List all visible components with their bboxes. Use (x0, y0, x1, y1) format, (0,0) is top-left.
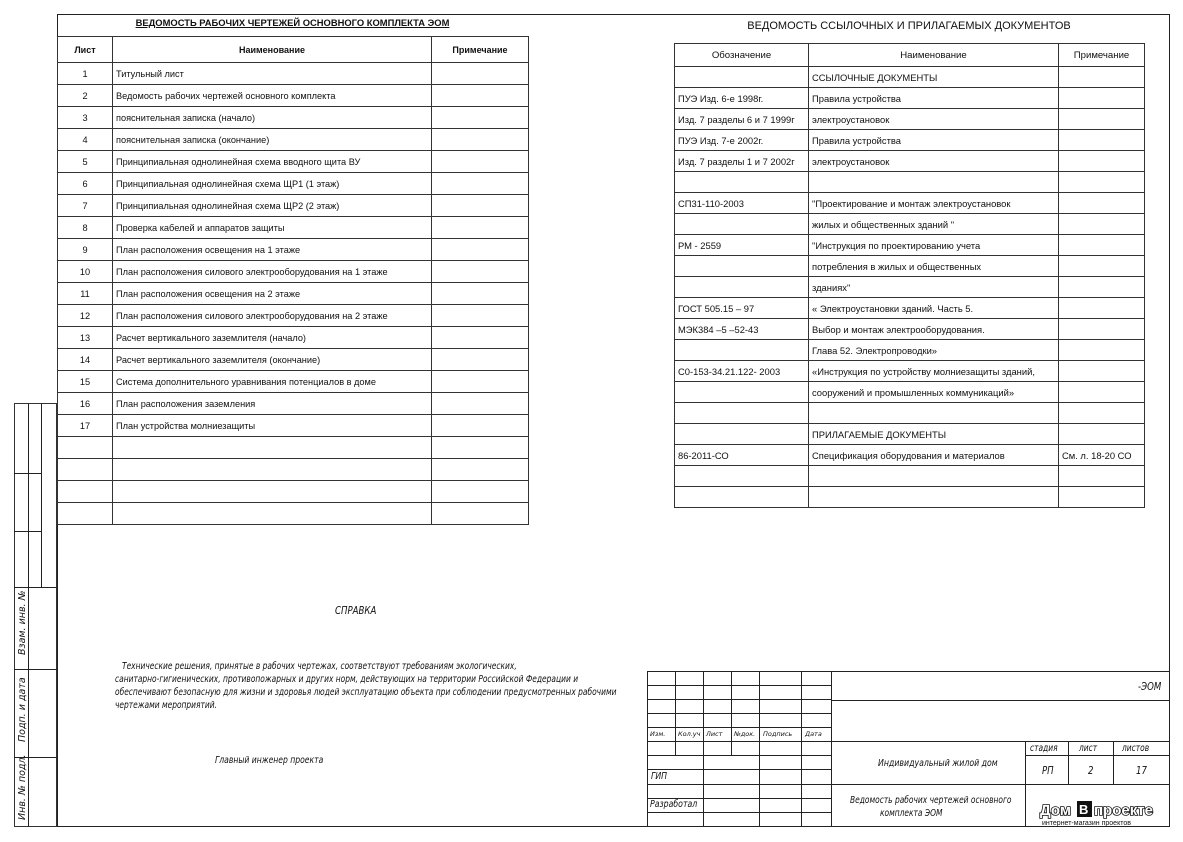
cell-col3 (1059, 424, 1145, 445)
stamp-line (1025, 741, 1026, 827)
sheets-value: 17 (1136, 764, 1147, 777)
cell-col1: 5 (58, 151, 113, 173)
col-label-ndoc: №док. (734, 730, 756, 738)
cell-col3 (1059, 130, 1145, 151)
cell-col2 (113, 459, 432, 481)
cell-col3 (432, 393, 529, 415)
cell-col1: 16 (58, 393, 113, 415)
cell-col3 (1059, 235, 1145, 256)
table-row (58, 415, 529, 437)
cell-col1: Изд. 7 разделы 1 и 7 2002г (675, 151, 809, 172)
stamp-line (647, 812, 831, 813)
table-row (675, 298, 1145, 319)
cell-col3 (432, 327, 529, 349)
cell-col3 (432, 261, 529, 283)
cell-col1: 11 (58, 283, 113, 305)
sheet-title-line-1: Ведомость рабочих чертежей основного (850, 795, 1012, 806)
col-label-izm: Изм. (650, 730, 666, 738)
cell-col3 (1059, 403, 1145, 424)
table-row (675, 130, 1145, 151)
cell-col1: 10 (58, 261, 113, 283)
cell-col1: 8 (58, 217, 113, 239)
cell-col2: Правила устройства (809, 130, 1059, 151)
cell-col3 (1059, 256, 1145, 277)
cell-col2 (809, 403, 1059, 424)
table-row (58, 85, 529, 107)
signature-label: Главный инженер проекта (215, 755, 324, 766)
table-row (675, 424, 1145, 445)
col-label-date: Дата (805, 730, 822, 738)
cell-col2: План расположения силового электрооборудования на 2 этаже (113, 305, 432, 327)
reference-docs-body (675, 67, 1145, 508)
table-row (58, 239, 529, 261)
cell-col1: 6 (58, 173, 113, 195)
cell-col2: План расположения заземления (113, 393, 432, 415)
col-label-kol: Кол.уч (678, 730, 701, 738)
cell-col1: 17 (58, 415, 113, 437)
cell-col1: 14 (58, 349, 113, 371)
cell-col3 (432, 415, 529, 437)
note-title: СПРАВКА (335, 604, 377, 617)
svg-text:интернет-магазин проектов: интернет-магазин проектов (1042, 820, 1131, 827)
sheets-label: листов (1122, 743, 1150, 754)
cell-col3 (432, 239, 529, 261)
stamp-line (1113, 741, 1114, 784)
table-row (58, 107, 529, 129)
strip-divider (28, 403, 29, 827)
table-row (675, 445, 1145, 466)
strip-divider (14, 531, 42, 532)
strip-divider (14, 473, 42, 474)
table-row (58, 481, 529, 503)
note-line-1: Технические решения, принятые в рабочих чертежах, соответствуют требованиям экологических, (122, 661, 517, 672)
table-row (58, 63, 529, 85)
cell-col1: 13 (58, 327, 113, 349)
cell-col2 (809, 172, 1059, 193)
gip-label: ГИП (651, 771, 668, 782)
cell-col3 (432, 151, 529, 173)
svg-text:Дом: Дом (1040, 802, 1071, 819)
right-sheet-title: ВЕДОМОСТЬ ССЫЛОЧНЫХ И ПРИЛАГАЕМЫХ ДОКУМЕНТОВ (747, 20, 1071, 32)
stamp-line (647, 755, 831, 756)
cell-col3 (432, 371, 529, 393)
cell-col2: сооружений и промышленных коммуникаций» (809, 382, 1059, 403)
table-row (58, 349, 529, 371)
col-label-list: Лист (706, 730, 723, 738)
drawings-list-table (57, 36, 529, 525)
strip-divider (14, 669, 57, 670)
cell-col3 (432, 459, 529, 481)
cell-col3 (1059, 319, 1145, 340)
cell-col3 (1059, 109, 1145, 130)
object-name: Индивидуальный жилой дом (878, 758, 998, 769)
table-row (58, 459, 529, 481)
svg-text:проекте: проекте (1094, 802, 1153, 819)
table-row (675, 109, 1145, 130)
strip-divider (41, 403, 42, 587)
stamp-line (759, 671, 760, 827)
cell-col1: 12 (58, 305, 113, 327)
cell-col2 (113, 481, 432, 503)
table-row (675, 151, 1145, 172)
cell-col3 (432, 129, 529, 151)
table-row (58, 503, 529, 525)
note-line-3: обеспечивают безопасную для жизни и здоровья людей эксплуатацию объекта при соблюдении предусмотренных рабочими (115, 687, 617, 698)
stamp-line (703, 671, 704, 827)
table-row (58, 305, 529, 327)
note-line-4: чертежами мероприятий. (115, 700, 218, 711)
cell-col1 (675, 424, 809, 445)
cell-col2: электроустановок (809, 109, 1059, 130)
table-row (58, 173, 529, 195)
cell-col2: пояснительная записка (начало) (113, 107, 432, 129)
cell-col1: 15 (58, 371, 113, 393)
strip-divider (14, 587, 57, 588)
stage-label: стадия (1030, 743, 1058, 754)
cell-col2: "Инструкция по проектированию учета (809, 235, 1059, 256)
table-row (58, 437, 529, 459)
table-row (675, 382, 1145, 403)
doc-code: -ЭОМ (1138, 680, 1162, 693)
cell-col2: пояснительная записка (окончание) (113, 129, 432, 151)
cell-col1 (675, 382, 809, 403)
stamp-line (1068, 741, 1069, 784)
drawings-list-body (58, 63, 529, 525)
cell-col1: 3 (58, 107, 113, 129)
cell-col3: См. л. 18-20 СО (1059, 445, 1145, 466)
cell-col1: ПУЭ Изд. 6-е 1998г. (675, 88, 809, 109)
cell-col2: ПРИЛАГАЕМЫЕ ДОКУМЕНТЫ (809, 424, 1059, 445)
stamp-line (801, 671, 802, 827)
cell-col1: СП31-110-2003 (675, 193, 809, 214)
cell-col2: Титульный лист (113, 63, 432, 85)
cell-col3 (432, 283, 529, 305)
cell-col1: МЭК384 –5 –52-43 (675, 319, 809, 340)
table-row (675, 277, 1145, 298)
sheet-label: лист (1079, 743, 1098, 754)
cell-col3 (1059, 172, 1145, 193)
table-header-row (58, 37, 529, 63)
header-designation: Обозначение (675, 44, 809, 67)
cell-col1 (58, 437, 113, 459)
cell-col3 (432, 85, 529, 107)
cell-col1: 9 (58, 239, 113, 261)
cell-col2: План устройства молниезащиты (113, 415, 432, 437)
table-row (58, 217, 529, 239)
header-name: Наименование (113, 37, 432, 63)
table-row (675, 235, 1145, 256)
cell-col1: РМ - 2559 (675, 235, 809, 256)
cell-col2 (809, 466, 1059, 487)
cell-col1 (675, 487, 809, 508)
developer-label: Разработал (650, 799, 698, 810)
table-row (58, 151, 529, 173)
table-row (675, 466, 1145, 487)
cell-col3 (1059, 67, 1145, 88)
cell-col3 (1059, 214, 1145, 235)
cell-col1 (675, 214, 809, 235)
header-note: Примечание (1059, 44, 1145, 67)
table-row (675, 361, 1145, 382)
cell-col3 (432, 349, 529, 371)
cell-col1: ГОСТ 505.15 – 97 (675, 298, 809, 319)
sheet-value: 2 (1088, 764, 1094, 777)
cell-col2 (113, 437, 432, 459)
table-row (675, 256, 1145, 277)
cell-col1 (58, 503, 113, 525)
stamp-line (1025, 755, 1170, 756)
note-line-2: санитарно-гигиенических, противопожарных и других норм, действующих на территории Российской Федерации и (115, 674, 579, 685)
cell-col1 (675, 256, 809, 277)
stamp-line (675, 671, 676, 755)
table-row (675, 172, 1145, 193)
header-note: Примечание (432, 37, 529, 63)
table-row (58, 261, 529, 283)
cell-col2: зданиях" (809, 277, 1059, 298)
left-sheet-title: ВЕДОМОСТЬ РАБОЧИХ ЧЕРТЕЖЕЙ ОСНОВНОГО КОМПЛЕКТА ЭОМ (135, 17, 450, 28)
cell-col2: Спецификация оборудования и материалов (809, 445, 1059, 466)
table-row (58, 195, 529, 217)
cell-col2: электроустановок (809, 151, 1059, 172)
cell-col3 (432, 503, 529, 525)
cell-col3 (432, 195, 529, 217)
table-row (675, 319, 1145, 340)
cell-col1: Изд. 7 разделы 6 и 7 1999г (675, 109, 809, 130)
cell-col2: Принципиальная однолинейная схема ЩР2 (2 этаж) (113, 195, 432, 217)
cell-col3 (1059, 298, 1145, 319)
stage-value: РП (1042, 764, 1054, 777)
cell-col2: жилых и общественных зданий " (809, 214, 1059, 235)
cell-col1: 86-2011-СО (675, 445, 809, 466)
stamp-line (647, 769, 831, 770)
stamp-line (647, 671, 648, 827)
table-row (58, 393, 529, 415)
cell-col3 (1059, 277, 1145, 298)
table-row (675, 403, 1145, 424)
cell-col1: ПУЭ Изд. 7-е 2002г. (675, 130, 809, 151)
table-row (58, 327, 529, 349)
cell-col1: 2 (58, 85, 113, 107)
cell-col3 (432, 437, 529, 459)
sheet-title-line-2: комплекта ЭОМ (880, 808, 943, 819)
cell-col2: Принципиальная однолинейная схема вводного щита ВУ (113, 151, 432, 173)
header-name: Наименование (809, 44, 1059, 67)
cell-col3 (1059, 193, 1145, 214)
cell-col3 (432, 305, 529, 327)
stamp-line (831, 671, 832, 827)
cell-col2: Расчет вертикального заземлителя (окончание) (113, 349, 432, 371)
cell-col1: 7 (58, 195, 113, 217)
table-row (58, 129, 529, 151)
cell-col3 (1059, 88, 1145, 109)
cell-col2: План расположения освещения на 1 этаже (113, 239, 432, 261)
cell-col2: Выбор и монтаж электрооборудования. (809, 319, 1059, 340)
cell-col2: потребления в жилых и общественных (809, 256, 1059, 277)
cell-col3 (1059, 151, 1145, 172)
cell-col2: Проверка кабелей и аппаратов защиты (113, 217, 432, 239)
cell-col2: ССЫЛОЧНЫЕ ДОКУМЕНТЫ (809, 67, 1059, 88)
cell-col3 (1059, 487, 1145, 508)
cell-col2: Система дополнительного уравнивания потенциалов в доме (113, 371, 432, 393)
cell-col3 (1059, 361, 1145, 382)
cell-col1 (675, 403, 809, 424)
cell-col3 (1059, 382, 1145, 403)
cell-col1: С0-153-34.21.122- 2003 (675, 361, 809, 382)
company-logo (1032, 799, 1162, 827)
cell-col2: План расположения освещения на 2 этаже (113, 283, 432, 305)
cell-col2: Правила устройства (809, 88, 1059, 109)
cell-col1: 1 (58, 63, 113, 85)
table-row (675, 214, 1145, 235)
cell-col2: План расположения силового электрооборудования на 1 этаже (113, 261, 432, 283)
stamp-line (831, 700, 1170, 701)
cell-col3 (1059, 340, 1145, 361)
cell-col3 (432, 481, 529, 503)
table-row (675, 88, 1145, 109)
cell-col2: Принципиальная однолинейная схема ЩР1 (1 этаж) (113, 173, 432, 195)
table-row (675, 487, 1145, 508)
table-row (675, 340, 1145, 361)
table-row (675, 67, 1145, 88)
cell-col2: "Проектирование и монтаж электроустановок (809, 193, 1059, 214)
cell-col2: «Инструкция по устройству молниезащиты зданий, (809, 361, 1059, 382)
cell-col1 (675, 340, 809, 361)
stamp-line (647, 671, 1170, 672)
cell-col1 (675, 466, 809, 487)
cell-col1 (675, 277, 809, 298)
reference-docs-table (674, 43, 1145, 508)
header-sheet: Лист (58, 37, 113, 63)
cell-col1 (58, 481, 113, 503)
strip-label-replace: Взам. инв. № (17, 590, 28, 655)
stamp-line (647, 784, 1170, 785)
table-header-row (675, 44, 1145, 67)
cell-col2 (113, 503, 432, 525)
strip-label-inv: Инв. № подл. (17, 754, 28, 820)
cell-col1 (58, 459, 113, 481)
cell-col1: 4 (58, 129, 113, 151)
table-row (58, 371, 529, 393)
cell-col3 (1059, 466, 1145, 487)
stamp-line (647, 741, 1170, 742)
cell-col1 (675, 172, 809, 193)
stamp-line (731, 671, 732, 755)
cell-col2 (809, 487, 1059, 508)
cell-col3 (432, 107, 529, 129)
cell-col2: Ведомость рабочих чертежей основного комплекта (113, 85, 432, 107)
cell-col2: « Электроустановки зданий. Часть 5. (809, 298, 1059, 319)
strip-label-sign-date: Подп. и дата (17, 677, 28, 742)
cell-col2: Расчет вертикального заземлителя (начало) (113, 327, 432, 349)
svg-text:В: В (1079, 802, 1089, 817)
cell-col1 (675, 67, 809, 88)
table-row (675, 193, 1145, 214)
cell-col2: Глава 52. Электропроводки» (809, 340, 1059, 361)
cell-col3 (432, 63, 529, 85)
col-label-sign: Подпись (763, 730, 793, 738)
cell-col3 (432, 217, 529, 239)
table-row (58, 283, 529, 305)
logo-house-icon (1032, 799, 1162, 827)
cell-col3 (432, 173, 529, 195)
